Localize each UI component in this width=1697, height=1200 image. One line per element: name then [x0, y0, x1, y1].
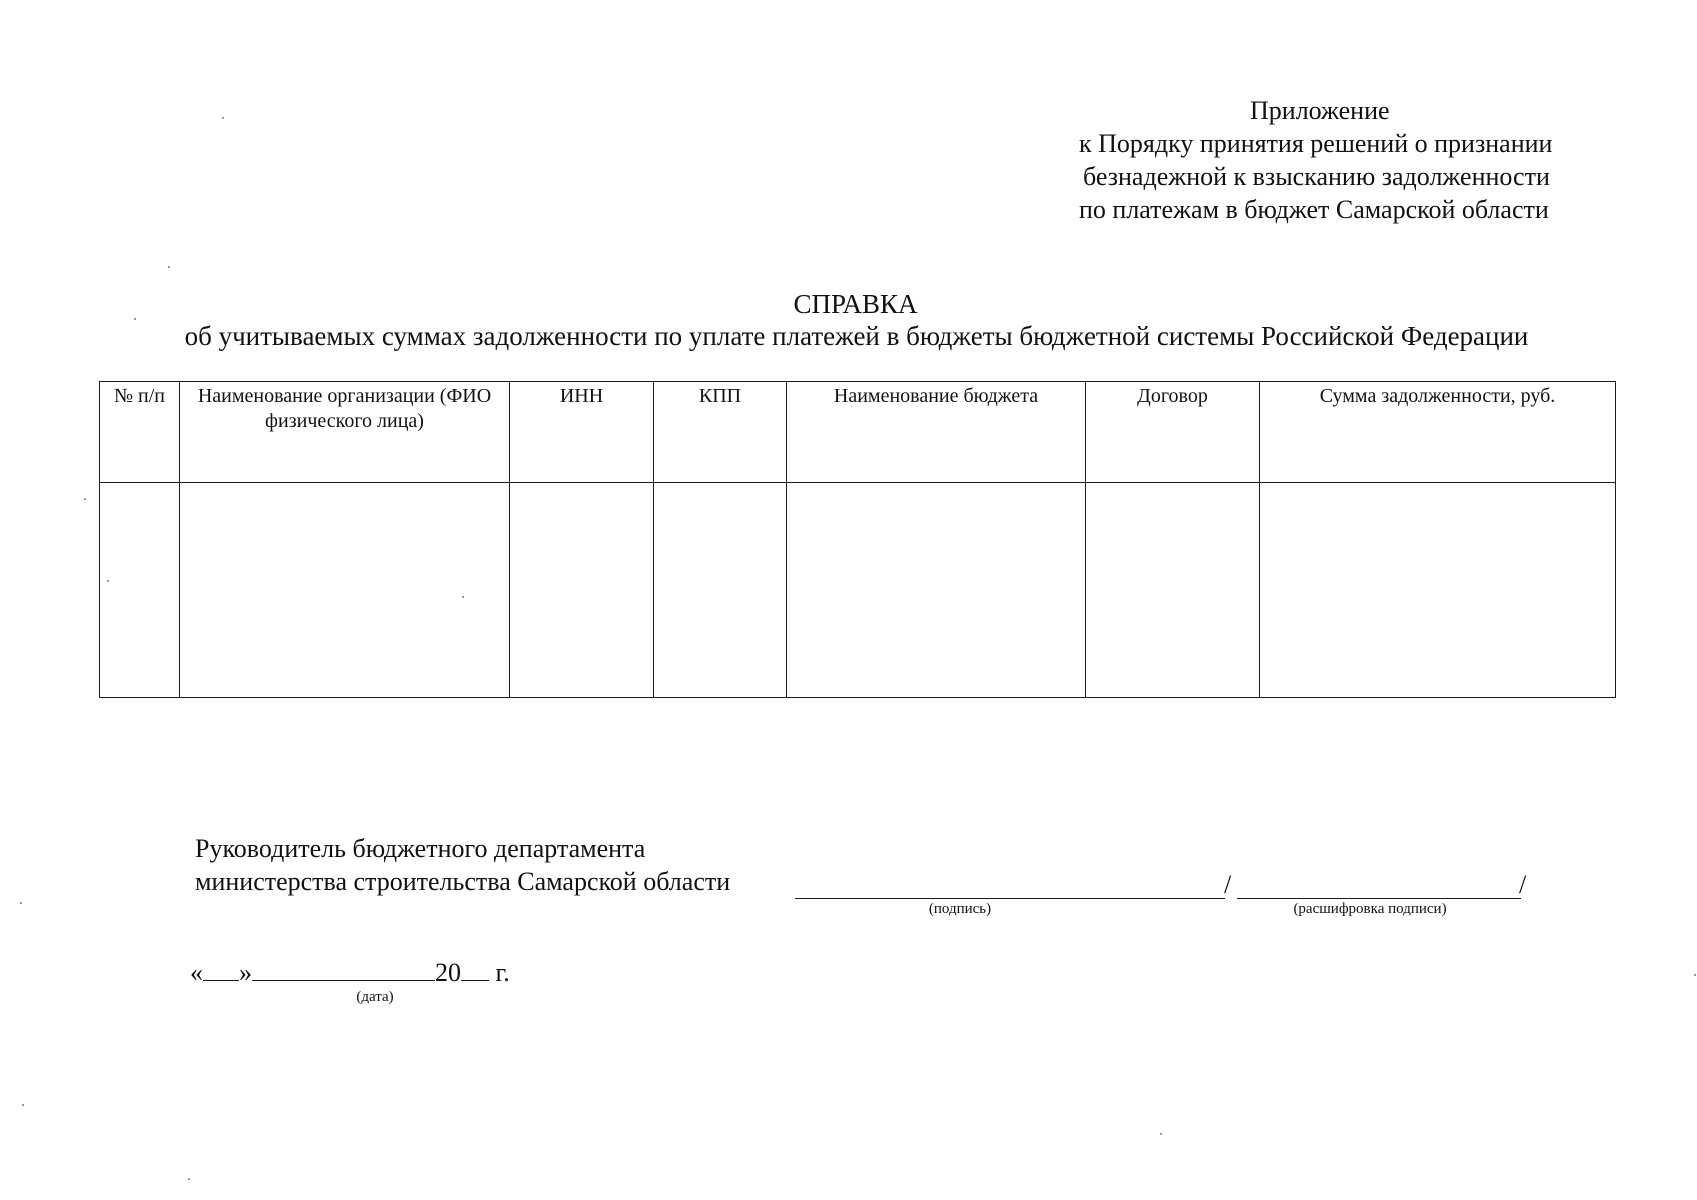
- scan-speck: [134, 318, 136, 320]
- date-month-field[interactable]: [252, 958, 435, 981]
- date-year-prefix: 20: [435, 958, 461, 987]
- signature-caption: (подпись): [928, 901, 992, 917]
- appendix-line: безнадежной к взысканию задолженности: [1083, 162, 1550, 191]
- table-cell-organization[interactable]: [180, 483, 510, 698]
- table-cell-debt-amount[interactable]: [1260, 483, 1616, 698]
- column-header-contract: Договор: [1086, 382, 1260, 483]
- table-row: [100, 483, 1616, 698]
- debt-table: [99, 381, 1616, 698]
- column-header-organization: Наименование организации (ФИО физического лица): [180, 382, 510, 483]
- document-heading: [0, 288, 1697, 352]
- date-year-field[interactable]: [461, 958, 489, 981]
- column-header-inn: ИНН: [510, 382, 654, 483]
- scan-speck: [107, 580, 109, 582]
- table-cell-contract[interactable]: [1086, 483, 1260, 698]
- date-open-quote: «: [190, 958, 203, 987]
- table-cell-number[interactable]: [100, 483, 180, 698]
- date-year-suffix: г.: [495, 958, 510, 987]
- scan-speck: [84, 498, 86, 500]
- scan-speck: [22, 1104, 24, 1106]
- table-cell-kpp[interactable]: [654, 483, 787, 698]
- appendix-line: по платежам в бюджет Самарской области: [1079, 195, 1549, 224]
- appendix-title: Приложение: [1250, 96, 1390, 125]
- column-header-debt-amount: Сумма задолженности, руб.: [1260, 382, 1616, 483]
- scan-speck: [1160, 1133, 1162, 1135]
- column-header-number: № п/п: [100, 382, 180, 483]
- signature-decode-field[interactable]: [1237, 898, 1521, 899]
- scan-speck: [188, 1178, 190, 1180]
- date-day-field[interactable]: [203, 958, 239, 981]
- column-header-kpp: КПП: [654, 382, 787, 483]
- table-cell-inn[interactable]: [510, 483, 654, 698]
- date-caption: (дата): [356, 989, 394, 1005]
- appendix-block: [1060, 94, 1620, 226]
- position-line-1: Руководитель бюджетного департамента: [195, 834, 646, 863]
- scan-speck: [222, 117, 224, 119]
- scan-speck: [462, 596, 464, 598]
- scan-speck: [1694, 974, 1696, 976]
- scan-speck: [20, 902, 22, 904]
- table-header-row: [100, 382, 1616, 483]
- document-subtitle: об учитываемых суммах задолженности по уплате платежей в бюджеты бюджетной системы Российской Федерации: [184, 321, 1529, 351]
- table-cell-budget[interactable]: [787, 483, 1086, 698]
- position-line-2: министерства строительства Самарской области: [195, 867, 731, 896]
- decode-caption: (расшифровка подписи): [1293, 901, 1447, 917]
- slash-separator: /: [1519, 870, 1527, 899]
- scan-speck: [168, 266, 170, 268]
- date-row: [190, 956, 510, 989]
- column-header-budget: Наименование бюджета: [787, 382, 1086, 483]
- date-close-quote: »: [239, 958, 252, 987]
- slash-separator: /: [1224, 870, 1232, 899]
- signature-field[interactable]: [795, 898, 1225, 899]
- appendix-line: к Порядку принятия решений о признании: [1079, 129, 1553, 158]
- signature-block: [195, 832, 730, 898]
- document-title: СПРАВКА: [793, 289, 918, 319]
